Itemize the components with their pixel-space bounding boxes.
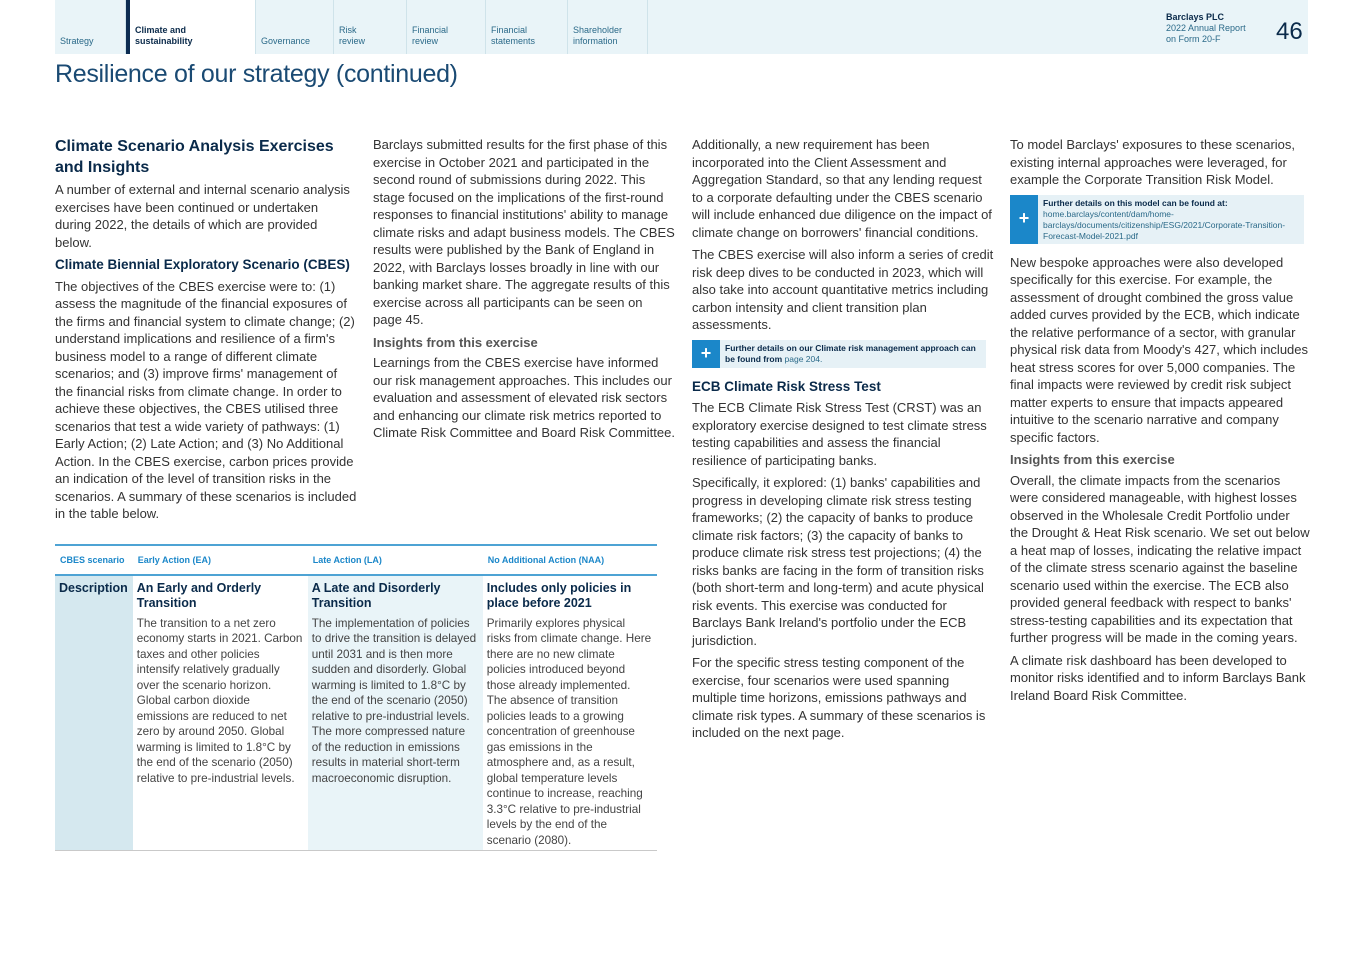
nav-tab-financial-statements[interactable]: Financial statements: [486, 0, 568, 54]
column-header: Late Action (LA): [308, 545, 483, 575]
column-3: [692, 136, 994, 747]
nav-tab-financial-review[interactable]: Financial review: [407, 0, 486, 54]
paragraph: The ECB Climate Risk Stress Test (CRST) was an exploratory exercise designed to test climate stress testing capabilities and assess the financial resilience of participating banks.: [692, 400, 987, 468]
cell-body: The transition to a net zero economy starts in 2021. Carbon taxes and other policies intensify relatively gradually over the scenario horizon. Global carbon dioxide emissions are reduced to net zero by around 2050. Global warming is limited to 1.8°C by the end of the scenario (2050) relative to pre-industrial levels.: [136, 616, 303, 785]
page-title: Resilience of our strategy (continued): [55, 60, 458, 88]
cell-title: Includes only policies in place before 2021: [486, 580, 632, 610]
nav-tab-governance[interactable]: Governance: [256, 0, 334, 54]
nav-tab-shareholder-information[interactable]: Shareholder information: [568, 0, 648, 54]
cell-body: The implementation of policies to drive the transition is delayed until 2031 and is then more sudden and disorderly. Global warming is limited to 1.8°C by the end of the scenario (2050) relative to pre-industrial levels. The more compressed nature of the reduction in emissions results in material short-term macroeconomic disruption.: [311, 616, 477, 785]
column-header: CBES scenario: [55, 545, 133, 575]
subheading-cbes: Climate Biennial Exploratory Scenario (CBES): [55, 257, 350, 272]
column-2: [373, 136, 675, 447]
nav-tab-strategy[interactable]: Strategy: [55, 0, 126, 54]
subheading-insights: Insights from this exercise: [373, 334, 538, 350]
plus-icon: +: [692, 340, 720, 368]
column-header: Early Action (EA): [133, 545, 308, 575]
paragraph: To model Barclays' exposures to these scenarios, existing internal approaches were leveraged, for example the Corporate Transition Risk Model.: [1010, 137, 1296, 187]
plus-icon: +: [1010, 195, 1038, 244]
paragraph: A climate risk dashboard has been developed to monitor risks identified and to inform Barclays Bank Ireland Board Risk Committee.: [1010, 652, 1306, 703]
paragraph: Overall, the climate impacts from the scenarios were considered manageable, with highest losses observed in the Wholesale Credit Portfolio under the Drought & Heat Risk scenario. We set out below a heat map of losses, indicating the relative impact of the climate stress scenario against the baseline scenario used within the exercise. The ECB also provided general feedback with respect to banks' stress-testing capabilities and its expectation that further progress will be made in the coming years.: [1010, 472, 1310, 645]
column-header: No Additional Action (NAA): [483, 545, 657, 575]
cbes-scenario-table: [55, 544, 657, 851]
table-cell-late-action: [308, 575, 483, 851]
cell-title: A Late and Disorderly Transition: [311, 580, 441, 610]
paragraph: Specifically, it explored: (1) banks' capabilities and progress in developing climate risk stress testing frameworks; (2) the capacity of banks to produce climate risk factors; (3) the capacity of banks to produce climate risk stress test projections; (4) the risks banks are facing in the form of transition risks (both short-term and long-term) and acute physical risk events. This exercise was conducted for Barclays Bank Ireland's portfolio under the ECB jurisdiction.: [692, 475, 984, 648]
column-4: [1010, 136, 1310, 709]
paragraph: Learnings from the CBES exercise have informed our risk management approaches. This includes our evaluation and assessment of elevated risk sectors and enhancing our climate risk metrics reported to Climate Risk Committee and Board Risk Committee.: [373, 355, 675, 440]
callout-text: [720, 340, 986, 368]
table-cell-no-additional-action: [483, 575, 657, 851]
column-1: [55, 136, 357, 528]
callout-text: [1038, 195, 1304, 244]
section-heading-ecb: ECB Climate Risk Stress Test: [692, 378, 881, 394]
nav-tab-risk-review[interactable]: Risk review: [334, 0, 407, 54]
callout-bold-text: Further details on this model can be found at:: [1043, 197, 1228, 208]
table-header-row: [55, 545, 657, 575]
paragraph: For the specific stress testing component of the exercise, four scenarios were used spanning multiple time horizons, emissions pathways and climate risk types. A summary of these scenarios is included on the next page.: [692, 655, 986, 740]
nav-tab-climate-and-sustainability[interactable]: Climate and sustainability: [126, 0, 256, 54]
paragraph: Additionally, a new requirement has been incorporated into the Client Assessment and Aggregation Standard, so that any lending request to a corporate defaulting under the CBES scenario will include enhanced due diligence on the impact of climate change on borrowers' financial conditions.: [692, 137, 992, 240]
cell-body: Primarily explores physical risks from climate change. Here there are no new climate policies introduced beyond those already implemented. The absence of transition policies leads to a growing concentration of greenhouse gas emissions in the atmosphere and, as a result, global temperature levels continue to increase, reaching 3.3°C relative to pre-industrial levels by the end of the scenario (2080).: [486, 616, 652, 847]
document-link[interactable]: home.barclays/content/dam/home-barclays/documents/citizenship/ESG/2021/Corporate-Transition-Forecast-Model-2021.pdf: [1043, 208, 1286, 241]
paragraph: The CBES exercise will also inform a series of credit risk deep dives to be conducted in 2023, which will also take into account quantitative metrics including carbon intensity and client transition plan assessments.: [692, 247, 994, 332]
table-row: [55, 575, 657, 851]
page-link[interactable]: page 204.: [784, 353, 823, 364]
top-navigation: [55, 0, 1308, 54]
row-header: Description: [55, 575, 133, 851]
brand-form-line: on Form 20-F: [1166, 34, 1221, 44]
subheading-insights: Insights from this exercise: [1010, 452, 1175, 467]
brand-report-line: 2022 Annual Report: [1166, 23, 1246, 33]
paragraph: The objectives of the CBES exercise were to: (1) assess the magnitude of the financial exposures of the firms and financial system to climate change; (2) understand implications and resilience of a firm's business model to a range of different climate scenarios; and (3) improve firms' management of the financial risks from climate change. In order to achieve these objectives, the CBES utilised three scenarios that test a wide variety of pathways: (1) Early Action; (2) Late Action; and (3) No Additional Action. In the CBES exercise, carbon prices provide an indication of the level of transition risks in the scenarios. A summary of these scenarios is included in the table below.: [55, 278, 357, 521]
cell-title: An Early and Orderly Transition: [136, 580, 262, 610]
callout-risk-management: [692, 340, 986, 368]
page-number: 46: [1276, 18, 1303, 45]
paragraph: Barclays submitted results for the first phase of this exercise in October 2021 and participated in the second round of submissions during 2022. This stage focused on the implications of the first-round responses to financial institutions' ability to manage climate risks and adapt business models. The CBES results were published by the Bank of England in 2022, with Barclays losses broadly in line with our banking market share. The aggregate results of this exercise across all participants can be seen on page 45.: [373, 137, 675, 327]
callout-bold-text: Further details on our Climate risk management approach can be found from: [725, 342, 976, 364]
paragraph: New bespoke approaches were also developed specifically for this exercise. For example, the assessment of drought combined the gross value added curves provided by the ECB, which indicate the relative performance of a sector, with granular physical risk data from Moody's 427, which includes heat stress scores for over 5,000 companies. The final impacts were reviewed by credit risk subject matter experts to ensure that impacts appeared intuitive to the scenario narrative and company specific factors.: [1010, 254, 1309, 445]
paragraph: A number of external and internal scenario analysis exercises have been continued or undertaken during 2022, the details of which are provided below.: [55, 182, 350, 250]
callout-model-details: [1010, 195, 1304, 244]
table-cell-early-action: [133, 575, 308, 851]
brand-name: Barclays PLC: [1166, 12, 1225, 22]
section-heading-climate-scenario: Climate Scenario Analysis Exercises and Insights: [55, 138, 334, 176]
report-brand: [1166, 12, 1266, 45]
